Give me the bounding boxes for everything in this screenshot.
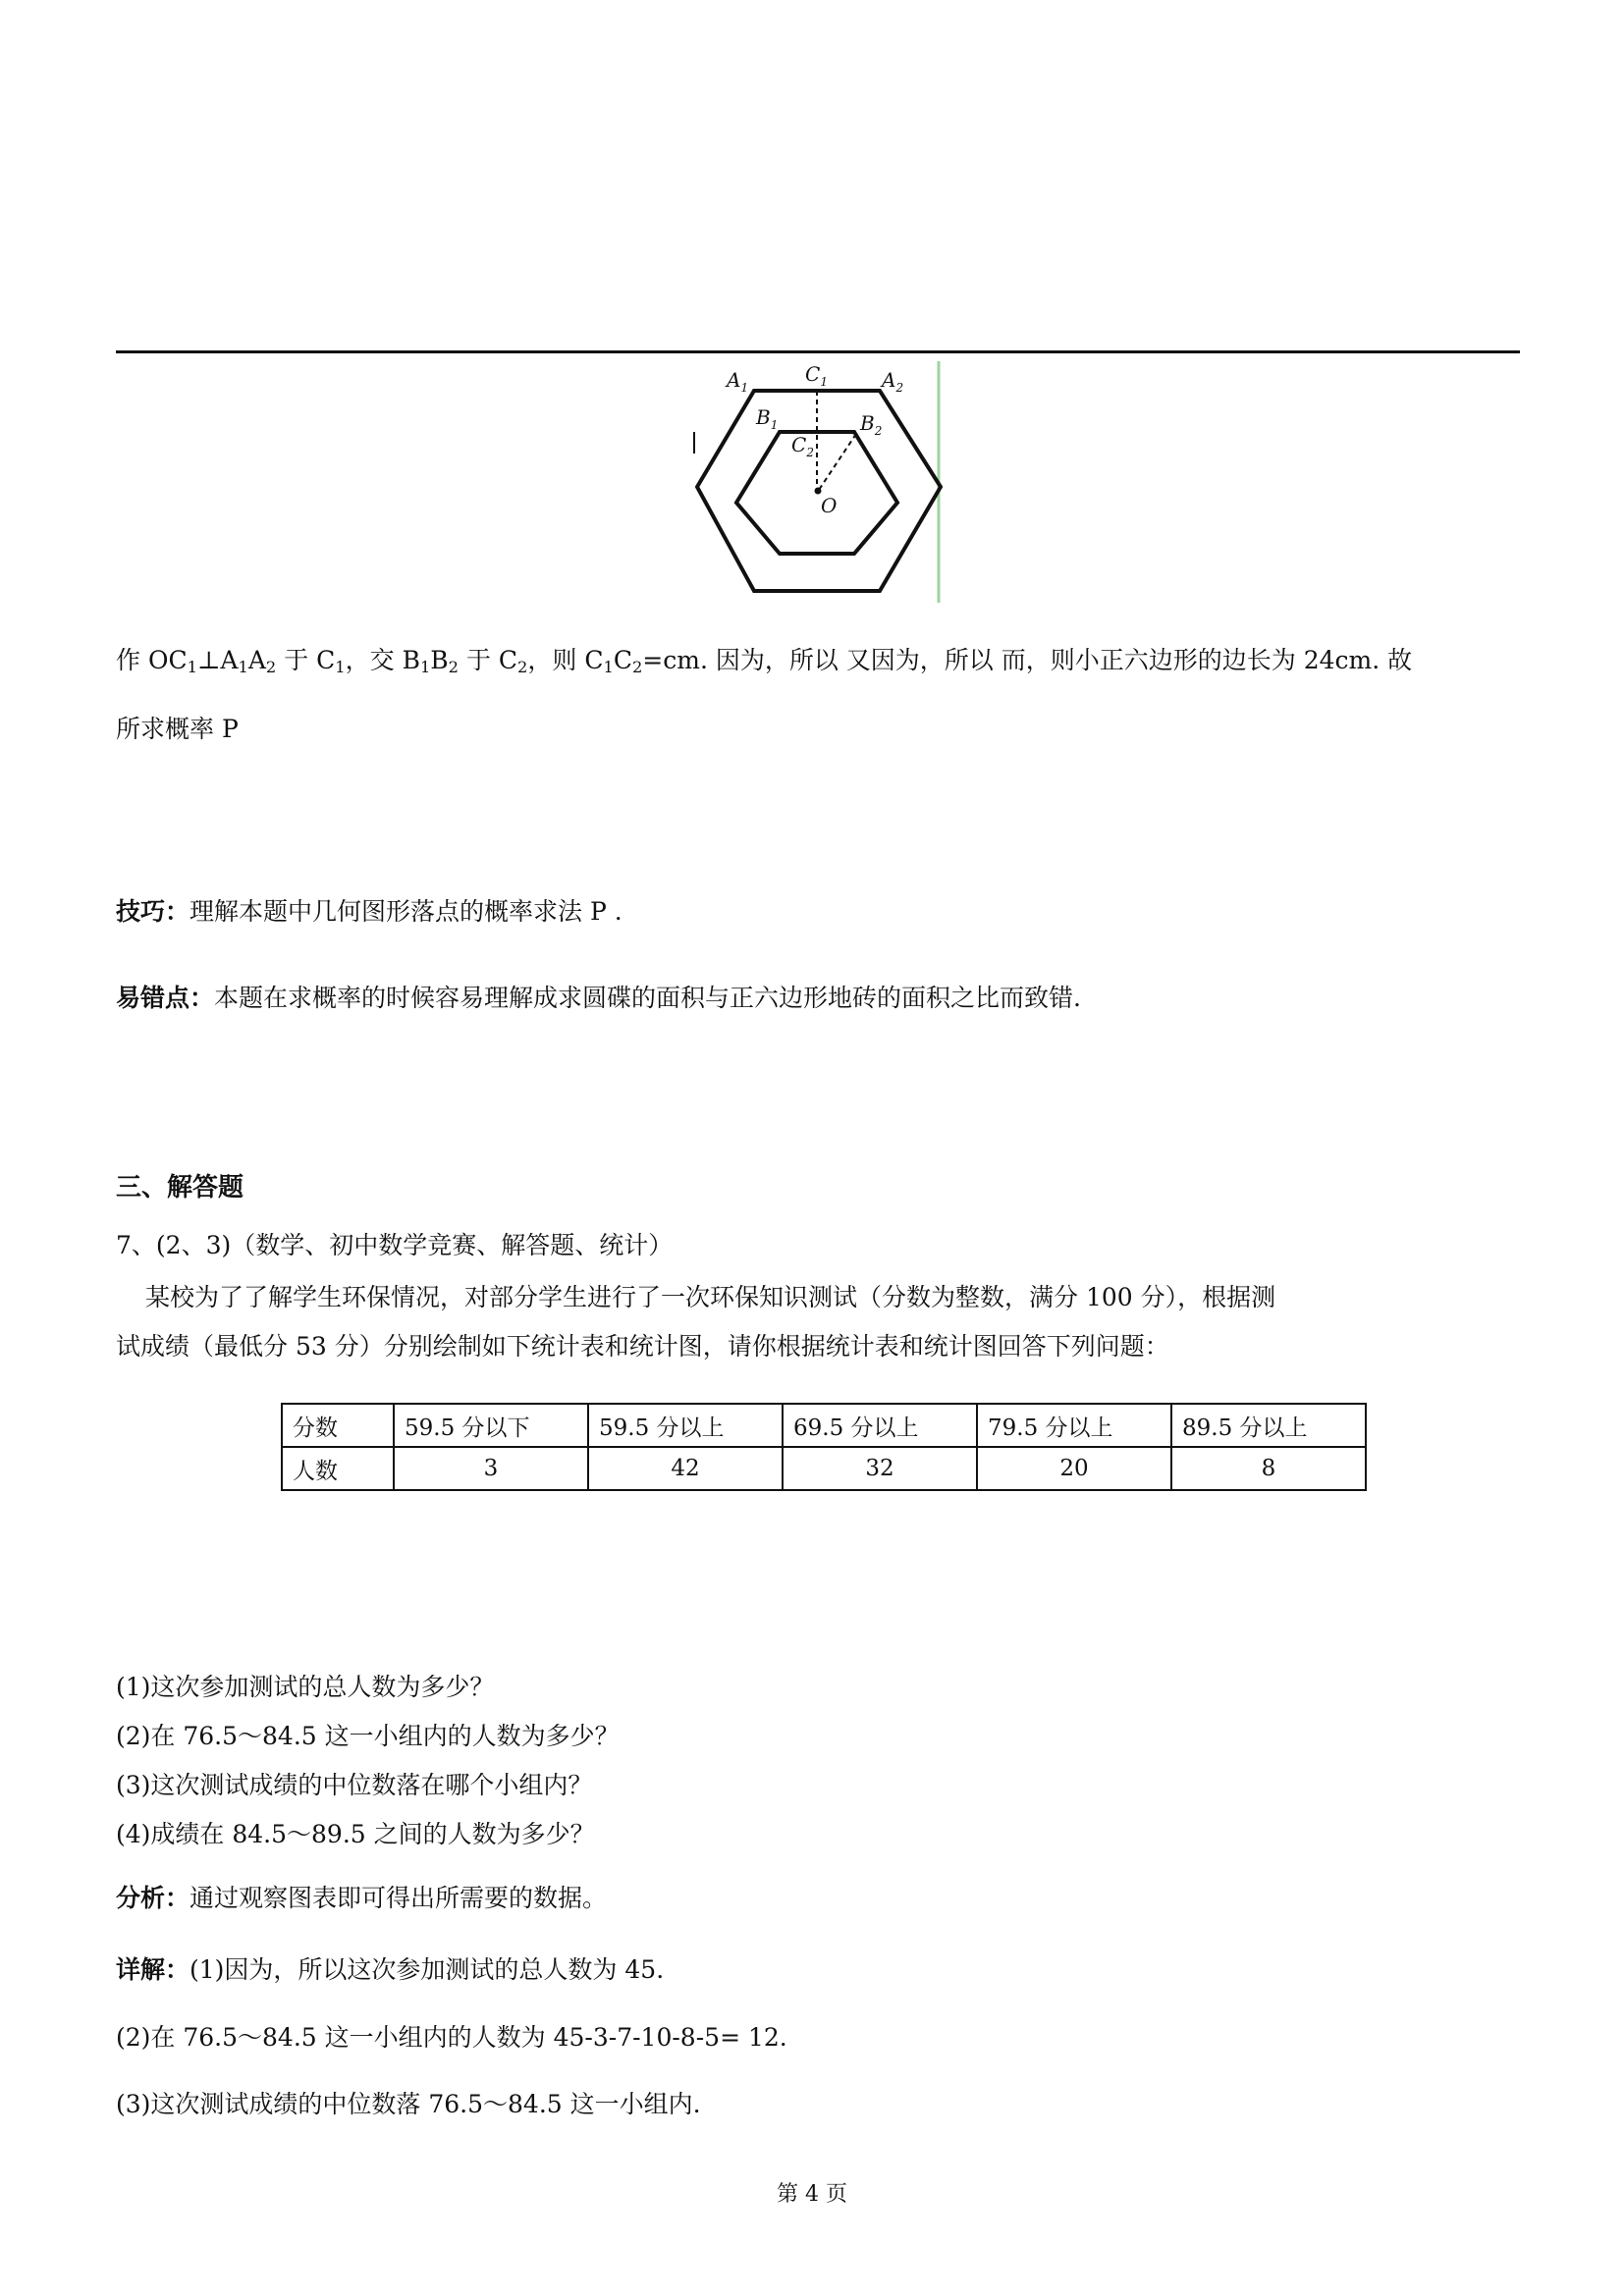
detail-line-2: (2)在 76.5～84.5 这一小组内的人数为 45-3-7-10-8-5= 12.	[116, 2023, 787, 2052]
question-intro-line-2: 试成绩（最低分 53 分）分别绘制如下统计表和统计图，请你根据统计表和统计图回答下列问题：	[116, 1332, 1169, 1361]
table-cell: 79.5 分以上	[977, 1404, 1171, 1447]
table-cell: 69.5 分以上	[783, 1404, 977, 1447]
error-point-label: 易错点：	[116, 984, 215, 1012]
table-cell: 59.5 分以上	[588, 1404, 783, 1447]
table-cell: 分数	[282, 1404, 394, 1447]
detail-label: 详解：	[116, 1955, 190, 1984]
analysis-paragraph	[116, 1882, 607, 1915]
table-cell: 42	[588, 1447, 783, 1490]
label-b1: $B_1$	[756, 405, 779, 432]
table-cell: 20	[977, 1447, 1171, 1490]
page-number: 第 4 页	[777, 2182, 847, 2207]
label-a1: $A_1$	[727, 368, 749, 395]
question-4: (4)成绩在 84.5～89.5 之间的人数为多少？	[116, 1820, 595, 1848]
error-point-paragraph	[116, 982, 1081, 1015]
detail-line-3: (3)这次测试成绩的中位数落 76.5～84.5 这一小组内.	[116, 2090, 701, 2118]
question-tag: 7、(2、3)（数学、初中数学竞赛、解答题、统计）	[116, 1231, 674, 1259]
table-row	[282, 1447, 1366, 1490]
table-cell: 89.5 分以上	[1171, 1404, 1366, 1447]
analysis-label: 分析：	[116, 1884, 190, 1912]
detail-line-1	[116, 1953, 664, 1987]
tip-paragraph	[116, 895, 623, 929]
table-cell: 59.5 分以下	[394, 1404, 588, 1447]
question-intro-line-1: 某校为了了解学生环保情况，对部分学生进行了一次环保知识测试（分数为整数，满分 100 分），根据测	[145, 1283, 1276, 1311]
solution-line-1: 作 $OC_1\perp A_1A_2$ 于 $C_1$，交 $B_1B_2$ 于 $C_2$，则 $C_1C_2=cm$. 因为，所以 又因为，所以 而，则小正六边形的边长为 24cm. 故	[116, 646, 1413, 677]
table-row	[282, 1404, 1366, 1447]
table-cell: 32	[783, 1447, 977, 1490]
table-cell: 人数	[282, 1447, 394, 1490]
solution-line-2: 所求概率 P	[116, 715, 239, 743]
question-3: (3)这次测试成绩的中位数落在哪个小组内？	[116, 1771, 593, 1799]
section-heading: 三、解答题	[116, 1173, 244, 1202]
label-o: O	[821, 494, 838, 517]
error-point-text: 本题在求概率的时候容易理解成求圆碟的面积与正六边形地砖的面积之比而致错.	[214, 984, 1081, 1012]
label-c1: $C_1$	[805, 362, 828, 389]
question-2: (2)在 76.5～84.5 这一小组内的人数为多少？	[116, 1722, 620, 1750]
table-cell: 3	[394, 1447, 588, 1490]
score-table	[281, 1403, 1367, 1491]
hexagon-figure	[695, 359, 943, 605]
label-a2: $A_2$	[882, 368, 904, 395]
label-b2: $B_2$	[860, 411, 883, 438]
top-rule	[116, 350, 1520, 353]
detail-text-1: (1)因为，所以这次参加测试的总人数为 45.	[189, 1955, 665, 1984]
tip-label: 技巧：	[116, 897, 190, 926]
table-cell: 8	[1171, 1447, 1366, 1490]
question-1: (1)这次参加测试的总人数为多少？	[116, 1673, 495, 1701]
tip-text: 理解本题中几何图形落点的概率求法 P .	[189, 897, 623, 926]
analysis-text: 通过观察图表即可得出所需要的数据。	[189, 1884, 608, 1912]
label-c2: $C_2$	[791, 433, 814, 459]
